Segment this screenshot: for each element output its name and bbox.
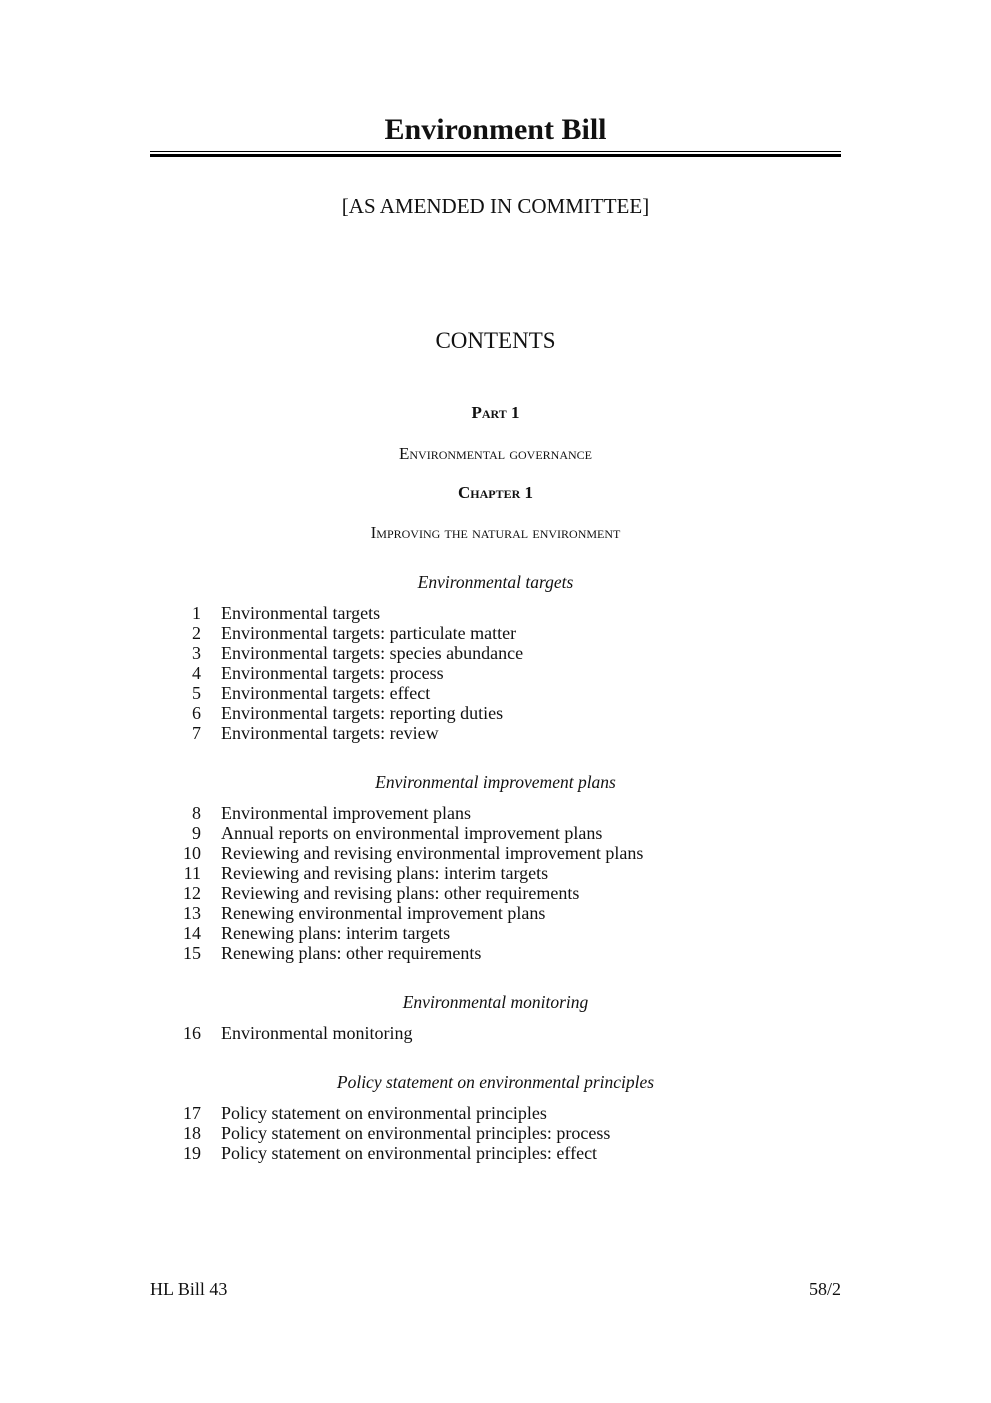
entry-number: 19 [183,1143,201,1163]
title-rule-thick [150,154,841,157]
contents-entry[interactable] [150,1023,841,1043]
contents-entry[interactable] [150,883,841,903]
contents-entry[interactable] [150,823,841,843]
entry-label: Environmental improvement plans [221,803,471,823]
entry-number: 16 [183,1023,201,1043]
contents-entry[interactable] [150,863,841,883]
contents-entry[interactable] [150,843,841,863]
entry-label: Annual reports on environmental improvement plans [221,823,603,843]
entry-number: 18 [183,1123,201,1143]
entry-label: Reviewing and revising plans: other requirements [221,883,580,903]
entry-number: 9 [192,823,201,843]
entry-label: Reviewing and revising plans: interim targets [221,863,549,883]
page-reference: 58/2 [808,1279,841,1299]
entry-number: 15 [183,943,201,963]
entry-number: 2 [192,623,201,643]
entry-number: 12 [183,883,201,903]
entry-label: Policy statement on environmental principles: process [221,1123,611,1143]
entry-number: 11 [183,863,201,883]
contents-entry[interactable] [150,943,841,963]
section-heading: Environmental targets [417,572,574,592]
contents-entry[interactable] [150,803,841,823]
entry-label: Environmental targets: species abundance [221,643,524,663]
entry-number: 4 [192,663,201,683]
entry-number: 1 [192,603,201,623]
entry-label: Reviewing and revising environmental improvement plans [221,843,644,863]
title-rule-thin [150,151,841,152]
amendment-status: [AS AMENDED IN COMMITTEE] [341,194,650,218]
section-heading: Environmental improvement plans [375,772,616,792]
contents-entry[interactable] [150,703,841,723]
document-title: Environment Bill [384,113,607,146]
entry-label: Environmental targets: reporting duties [221,703,504,723]
entry-label: Renewing environmental improvement plans [221,903,546,923]
entry-number: 7 [192,723,201,743]
contents-entry[interactable] [150,903,841,923]
contents-entry[interactable] [150,923,841,943]
entry-number: 14 [183,923,201,943]
entry-label: Policy statement on environmental principles: effect [221,1143,598,1163]
part-title: Environmental governance [399,444,592,463]
entry-label: Environmental targets: review [221,723,439,743]
contents-entry[interactable] [150,663,841,683]
entry-number: 8 [192,803,201,823]
contents-list [150,1103,841,1163]
chapter-label: Chapter 1 [457,483,534,502]
contents-list [150,1023,841,1043]
chapter-title: Improving the natural environment [370,523,621,542]
entry-label: Environmental targets: process [221,663,444,683]
entry-label: Environmental targets: effect [221,683,431,703]
contents-entry[interactable] [150,1103,841,1123]
contents-entry[interactable] [150,683,841,703]
contents-entry[interactable] [150,1123,841,1143]
entry-number: 13 [183,903,201,923]
contents-list [150,603,841,743]
contents-heading: CONTENTS [435,328,556,353]
entry-label: Policy statement on environmental principles [221,1103,547,1123]
entry-number: 10 [183,843,201,863]
contents-list [150,803,841,963]
section-heading: Policy statement on environmental principles [336,1072,655,1092]
entry-label: Renewing plans: interim targets [221,923,451,943]
entry-number: 6 [192,703,201,723]
contents-entry[interactable] [150,623,841,643]
entry-number: 17 [183,1103,201,1123]
entry-number: 5 [192,683,201,703]
entry-label: Environmental targets [221,603,381,623]
entry-label: Environmental monitoring [221,1023,413,1043]
entry-label: Renewing plans: other requirements [221,943,482,963]
contents-entry[interactable] [150,1143,841,1163]
contents-entry[interactable] [150,603,841,623]
entry-label: Environmental targets: particulate matter [221,623,517,643]
section-heading: Environmental monitoring [402,992,589,1012]
contents-entry[interactable] [150,723,841,743]
entry-number: 3 [192,643,201,663]
part-label: Part 1 [471,403,520,422]
bill-reference: HL Bill 43 [150,1279,228,1299]
contents-entry[interactable] [150,643,841,663]
